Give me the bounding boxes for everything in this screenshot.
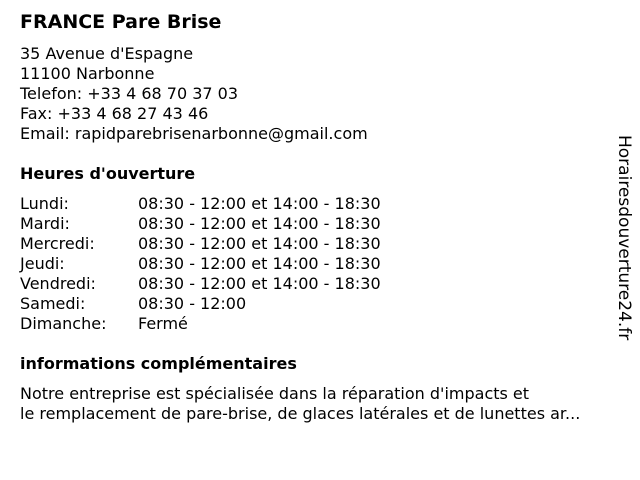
info-heading: informations complémentaires [20, 354, 297, 373]
hours-heading: Heures d'ouverture [20, 164, 196, 183]
watermark-text: Horairesdouverture24.fr [614, 135, 634, 341]
time-value: 08:30 - 12:00 [138, 294, 247, 313]
time-value: 08:30 - 12:00 et 14:00 - 18:30 [138, 254, 381, 273]
description-line: Notre entreprise est spécialisée dans la réparation d'impacts et [20, 384, 530, 403]
hours-row-sunday [20, 314, 381, 334]
day-label: Mardi: [20, 214, 70, 233]
day-label: Dimanche: [20, 314, 107, 333]
hours-row-tuesday [20, 214, 381, 234]
email-address: Email: rapidparebrisenarbonne@gmail.com [20, 124, 368, 143]
day-label: Jeudi: [20, 254, 65, 273]
description-line: le remplacement de pare-brise, de glaces latérales et de lunettes ar... [20, 404, 581, 423]
hours-row-monday [20, 194, 381, 214]
hours-row-friday [20, 274, 381, 294]
time-value: 08:30 - 12:00 et 14:00 - 18:30 [138, 194, 381, 213]
day-label: Mercredi: [20, 234, 95, 253]
business-name: FRANCE Pare Brise [20, 11, 222, 33]
day-label: Lundi: [20, 194, 69, 213]
hours-row-wednesday [20, 234, 381, 254]
time-value: Fermé [138, 314, 188, 333]
day-label: Vendredi: [20, 274, 96, 293]
time-value: 08:30 - 12:00 et 14:00 - 18:30 [138, 234, 381, 253]
address-city: 11100 Narbonne [20, 64, 155, 83]
day-label: Samedi: [20, 294, 86, 313]
time-value: 08:30 - 12:00 et 14:00 - 18:30 [138, 274, 381, 293]
phone-number: Telefon: +33 4 68 70 37 03 [20, 84, 239, 103]
address-street: 35 Avenue d'Espagne [20, 44, 194, 63]
hours-row-thursday [20, 254, 381, 274]
info-description [20, 384, 580, 424]
hours-table [20, 194, 381, 334]
site-watermark [612, 135, 636, 350]
fax-number: Fax: +33 4 68 27 43 46 [20, 104, 209, 123]
time-value: 08:30 - 12:00 et 14:00 - 18:30 [138, 214, 381, 233]
hours-row-saturday [20, 294, 381, 314]
contact-block [20, 44, 368, 144]
